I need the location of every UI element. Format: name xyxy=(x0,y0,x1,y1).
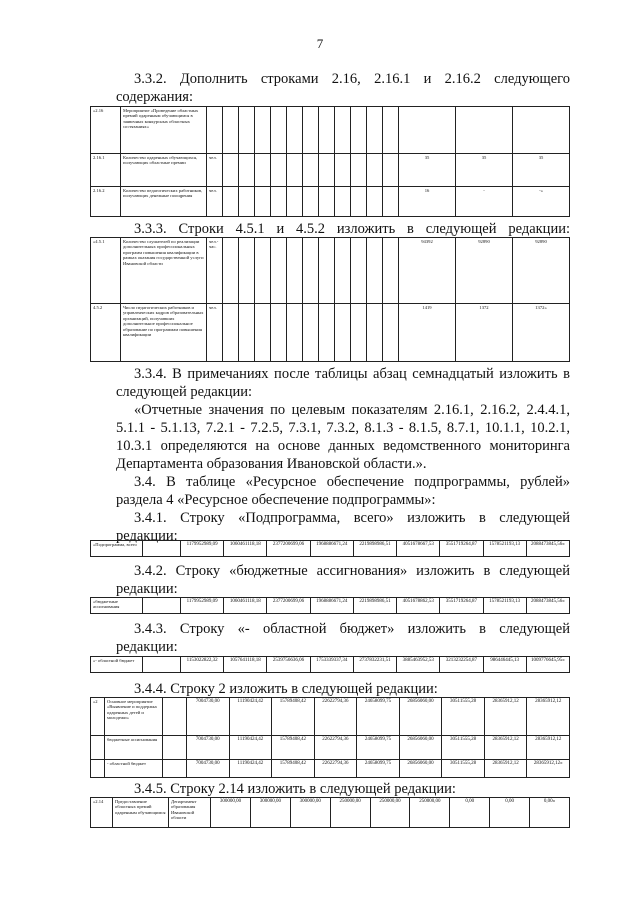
row-executor xyxy=(163,736,187,760)
value-cell: 1057641118,18 xyxy=(224,657,267,673)
value-cell: -» xyxy=(513,187,570,217)
value-cell: 11190424,42 xyxy=(229,698,272,736)
value-cell: 300000,00 xyxy=(211,798,251,828)
value-cell: 4051678862,53 xyxy=(397,598,440,614)
section-3-3-4: 3.3.4. В примечаниях после таблицы абзац семнадцатый изложить в следующей редакции: xyxy=(116,366,570,400)
row-name: Число педагогических работников и управленческих кадров образовательных организаций, получивших дополнительное профессиональное образование по программам повышения квалификации xyxy=(121,304,207,362)
value-cell: 250000,00 xyxy=(410,798,450,828)
row-label: «Подпрограмма, всего xyxy=(91,541,143,557)
value-cell: 300000,00 xyxy=(250,798,290,828)
value-cell: 2377200699,06 xyxy=(267,598,310,614)
indicators-table-4-5 xyxy=(90,237,570,362)
table-row xyxy=(91,798,570,828)
value-cell: 28365912,12 xyxy=(527,698,570,736)
value-cell: 0,00 xyxy=(450,798,490,828)
table-row xyxy=(91,541,570,557)
value-cell: 24658099,75 xyxy=(357,760,400,778)
value-cell: 28365912,12 xyxy=(484,736,527,760)
value-cell: - xyxy=(456,187,513,217)
value-cell: 1009776645,95» xyxy=(526,657,569,673)
value-cell: 1153022822,32 xyxy=(181,657,224,673)
row-name: Предоставление областных премий одаренным обучающимся xyxy=(113,798,169,828)
value-cell: 24658099,75 xyxy=(357,736,400,760)
value-cell: 3551719264,87 xyxy=(440,598,483,614)
value-cell: 3213232254,87 xyxy=(440,657,483,673)
row-number: «2 xyxy=(91,698,105,736)
value-cell xyxy=(513,107,570,154)
section-3-4: 3.4. В таблице «Ресурсное обеспечение подпрограммы, рублей» раздела 4 «Ресурсное обеспечение подпрограммы»: xyxy=(116,474,570,508)
value-cell: 7004730,00 xyxy=(187,760,230,778)
row-label: «бюджетные ассигнования xyxy=(91,598,143,614)
value-cell: 1578521193,13 xyxy=(483,598,526,614)
value-cell: 1179952989,09 xyxy=(181,598,224,614)
value-cell: 35 xyxy=(399,154,456,187)
value-cell: 2219898986,51 xyxy=(353,598,396,614)
row-unit: чел. xyxy=(207,304,223,362)
value-cell: 22622794,36 xyxy=(314,698,357,736)
value-cell: 24658099,75 xyxy=(357,698,400,736)
row-unit: чел. xyxy=(207,154,223,187)
value-cell: 28365912,12 xyxy=(484,760,527,778)
section-3-4-1-line2: редакции: xyxy=(116,528,178,544)
row-name: Количество одаренных обучающихся, получающих областные премии xyxy=(121,154,207,187)
value-cell: 1372» xyxy=(513,304,570,362)
value-cell: 1372 xyxy=(456,304,513,362)
row-executor xyxy=(163,760,187,778)
value-cell xyxy=(456,107,513,154)
section-3-4-3-line2: редакции: xyxy=(116,639,178,655)
row-name: бюджетные ассигнования xyxy=(105,736,163,760)
row-number xyxy=(91,760,105,778)
value-cell: 15789408,42 xyxy=(272,698,315,736)
value-cell: 1179952989,09 xyxy=(181,541,224,557)
row-unit: чел.-час. xyxy=(207,238,223,304)
value-cell: 11190424,42 xyxy=(229,760,272,778)
value-cell: 0,00» xyxy=(530,798,570,828)
value-cell: 92890 xyxy=(513,238,570,304)
section-3-4-3-line1: 3.4.3. Строку «- областной бюджет» изложить в следующей xyxy=(134,621,570,637)
section-3-4-1-line1: 3.4.1. Строку «Подпрограмма, всего» изложить в следующей xyxy=(134,510,570,526)
row-executor xyxy=(163,698,187,736)
value-cell: 2088473845,56» xyxy=(526,541,569,557)
budget-allocations-table xyxy=(90,597,570,614)
row-name: - областной бюджет xyxy=(105,760,163,778)
row-executor: Департамент образования Ивановской области xyxy=(169,798,211,828)
table-row xyxy=(91,238,570,304)
row-unit xyxy=(207,107,223,154)
value-cell: 26856060,00 xyxy=(399,760,442,778)
row-name: Мероприятие «Проведение областных премий одаренным обучающимся в заявочных конкурсных областных состязаниях» xyxy=(121,107,207,154)
value-cell: 986446445,13 xyxy=(483,657,526,673)
value-cell: 1968886671,24 xyxy=(310,541,353,557)
table-row xyxy=(91,657,570,673)
table-row xyxy=(91,187,570,217)
value-cell: 22622794,36 xyxy=(314,736,357,760)
row-2-14-table xyxy=(90,797,570,828)
value-cell: 3885463952,53 xyxy=(397,657,440,673)
row-number xyxy=(91,736,105,760)
value-cell: 92890 xyxy=(456,238,513,304)
section-3-4-5: 3.4.5. Строку 2.14 изложить в следующей редакции: xyxy=(134,781,456,797)
value-cell: 0,00 xyxy=(490,798,530,828)
table-row xyxy=(91,736,570,760)
row-number: «2.14 xyxy=(91,798,113,828)
value-cell: 1060461118,18 xyxy=(224,598,267,614)
value-cell: 94392 xyxy=(399,238,456,304)
row-2-table xyxy=(90,697,570,778)
table-row xyxy=(91,154,570,187)
section-3-4-4: 3.4.4. Строку 2 изложить в следующей редакции: xyxy=(134,681,438,697)
value-cell: 2219898986,51 xyxy=(353,541,396,557)
value-cell: 15789408,42 xyxy=(272,760,315,778)
value-cell: 1968886671,24 xyxy=(310,598,353,614)
table-row xyxy=(91,304,570,362)
row-name: Основное мероприятие «Выявление и поддержка одаренных детей и молодежи» xyxy=(105,698,163,736)
value-cell: 35 xyxy=(456,154,513,187)
table-row xyxy=(91,598,570,614)
row-number: «2.16 xyxy=(91,107,121,154)
indicators-table-2-16 xyxy=(90,106,570,217)
value-cell: 3551719264,87 xyxy=(440,541,483,557)
value-cell: 7004730,00 xyxy=(187,736,230,760)
row-unit: чел. xyxy=(207,187,223,217)
value-cell: 26856060,00 xyxy=(399,698,442,736)
value-cell: 1419 xyxy=(399,304,456,362)
value-cell: 35 xyxy=(513,154,570,187)
value-cell: 300000,00 xyxy=(290,798,330,828)
value-cell: 1578521193,13 xyxy=(483,541,526,557)
value-cell: 30511555,28 xyxy=(442,760,485,778)
regional-budget-table xyxy=(90,656,570,673)
row-number: 2.16.2 xyxy=(91,187,121,217)
value-cell: 250000,00 xyxy=(330,798,370,828)
section-3-3-2-line1: 3.3.2. Дополнить строками 2.16, 2.16.1 и 2.16.2 следующего xyxy=(134,71,570,87)
value-cell: 2377200699,06 xyxy=(267,541,310,557)
value-cell: 30511555,28 xyxy=(442,736,485,760)
section-3-3-2-line2: содержания: xyxy=(116,89,194,105)
value-cell: 28365912,12 xyxy=(484,698,527,736)
section-3-4-2-line1: 3.4.2. Строку «бюджетные ассигнования» изложить в следующей xyxy=(134,563,570,579)
value-cell: 30511555,28 xyxy=(442,698,485,736)
row-number: 4.5.2 xyxy=(91,304,121,362)
value-cell xyxy=(399,107,456,154)
row-name: Количество педагогических работников, получающих денежные поощрения xyxy=(121,187,207,217)
page-number: 7 xyxy=(316,36,324,51)
table-row xyxy=(91,760,570,778)
value-cell: 2737832231,51 xyxy=(353,657,396,673)
value-cell: 250000,00 xyxy=(370,798,410,828)
value-cell: 16 xyxy=(399,187,456,217)
row-number: «4.5.1 xyxy=(91,238,121,304)
value-cell: 26856060,00 xyxy=(399,736,442,760)
value-cell: 15789408,42 xyxy=(272,736,315,760)
value-cell: 2539756636,06 xyxy=(267,657,310,673)
value-cell: 28365912,12 xyxy=(527,736,570,760)
row-label: «- областной бюджет xyxy=(91,657,143,673)
monitoring-note: «Отчетные значения по целевым показателям 2.16.1, 2.16.2, 2.4.4.1, 5.1.1 - 5.1.13, 7.2.1 - 7.2.5, 7.3.1, 7.3.2, 8.1.3 - 8.1.5, 8.7.1, 10.1.1, 10.2.1, 10.3.1 определяются на основе данных ведомственного мониторинга Департамента образования Ивановской области.». xyxy=(116,402,570,472)
row-number: 2.16.1 xyxy=(91,154,121,187)
subprogram-total-table xyxy=(90,540,570,557)
value-cell: 1060461118,18 xyxy=(224,541,267,557)
value-cell: 11190424,42 xyxy=(229,736,272,760)
value-cell: 22622794,36 xyxy=(314,760,357,778)
row-name: Количество слушателей по реализации дополнительных профессиональных программ повышения квалификации в рамках оказания государственной услуги Ивановской области xyxy=(121,238,207,304)
value-cell: 4051678667,53 xyxy=(397,541,440,557)
value-cell: 28365912,12» xyxy=(527,760,570,778)
value-cell: 1753339337,34 xyxy=(310,657,353,673)
section-3-4-2-line2: редакции: xyxy=(116,581,178,597)
value-cell: 7004730,00 xyxy=(187,698,230,736)
section-3-3-3: 3.3.3. Строки 4.5.1 и 4.5.2 изложить в следующей редакции: xyxy=(134,221,570,237)
value-cell: 2088473845,56» xyxy=(526,598,569,614)
table-row xyxy=(91,698,570,736)
table-row xyxy=(91,107,570,154)
